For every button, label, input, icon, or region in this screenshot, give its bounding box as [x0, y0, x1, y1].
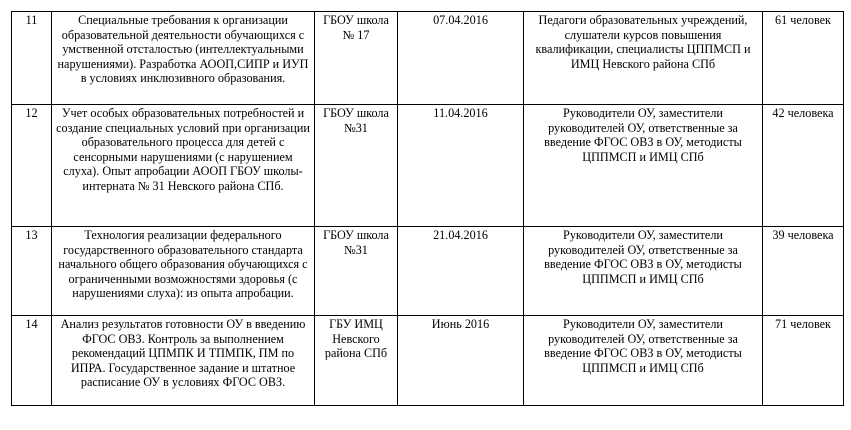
row-number-cell: 14 — [12, 316, 52, 406]
organizer-cell: ГБОУ школа № 17 — [315, 12, 398, 105]
event-title-cell: Технология реализации федерального государственного образовательного стандарта начального общего образования обучающихся с ограниченными возможностями здоровья (с нарушениями слуха): из опыта апробации. — [52, 227, 315, 316]
table-row — [12, 227, 844, 316]
event-title-cell: Анализ результатов готовности ОУ в введению ФГОС ОВЗ. Контроль за выполнением рекомендаций ЦПМПК И ТПМПК, ПМ по ИПРА. Государственное задание и штатное расписание ОУ в условиях ФГОС ОВЗ. — [52, 316, 315, 406]
participant-count-cell: 71 человек — [763, 316, 844, 406]
participant-count-cell: 39 человека — [763, 227, 844, 316]
table-row — [12, 316, 844, 406]
date-cell: 21.04.2016 — [398, 227, 524, 316]
date-cell: Июнь 2016 — [398, 316, 524, 406]
row-number-cell: 12 — [12, 105, 52, 227]
date-cell: 11.04.2016 — [398, 105, 524, 227]
event-title-cell: Специальные требования к организации образовательной деятельности обучающихся с умственной отсталостью (интеллектуальными нарушениями). Разработка АООП,СИПР и ИУП в условиях инклюзивного образования. — [52, 12, 315, 105]
audience-cell: Педагоги образовательных учреждений, слушатели курсов повышения квалификации, специалисты ЦППМСП и ИМЦ Невского района СПб — [524, 12, 763, 105]
date-cell: 07.04.2016 — [398, 12, 524, 105]
audience-cell: Руководители ОУ, заместители руководителей ОУ, ответственные за введение ФГОС ОВЗ в ОУ, методисты ЦППМСП и ИМЦ СПб — [524, 316, 763, 406]
organizer-cell: ГБОУ школа №31 — [315, 105, 398, 227]
event-title-cell: Учет особых образовательных потребностей и создание специальных условий при организации образовательного процесса для детей с сенсорными нарушениями (с нарушением слуха). Опыт апробации АООП ГБОУ школы-интерната № 31 Невского района СПб. — [52, 105, 315, 227]
table-row — [12, 105, 844, 227]
participant-count-cell: 42 человека — [763, 105, 844, 227]
organizer-cell: ГБУ ИМЦ Невского района СПб — [315, 316, 398, 406]
organizer-cell: ГБОУ школа №31 — [315, 227, 398, 316]
events-table — [11, 11, 844, 406]
audience-cell: Руководители ОУ, заместители руководителей ОУ, ответственные за введение ФГОС ОВЗ в ОУ, методисты ЦППМСП и ИМЦ СПб — [524, 227, 763, 316]
participant-count-cell: 61 человек — [763, 12, 844, 105]
row-number-cell: 11 — [12, 12, 52, 105]
row-number-cell: 13 — [12, 227, 52, 316]
table-row — [12, 12, 844, 105]
audience-cell: Руководители ОУ, заместители руководителей ОУ, ответственные за введение ФГОС ОВЗ в ОУ, методисты ЦППМСП и ИМЦ СПб — [524, 105, 763, 227]
